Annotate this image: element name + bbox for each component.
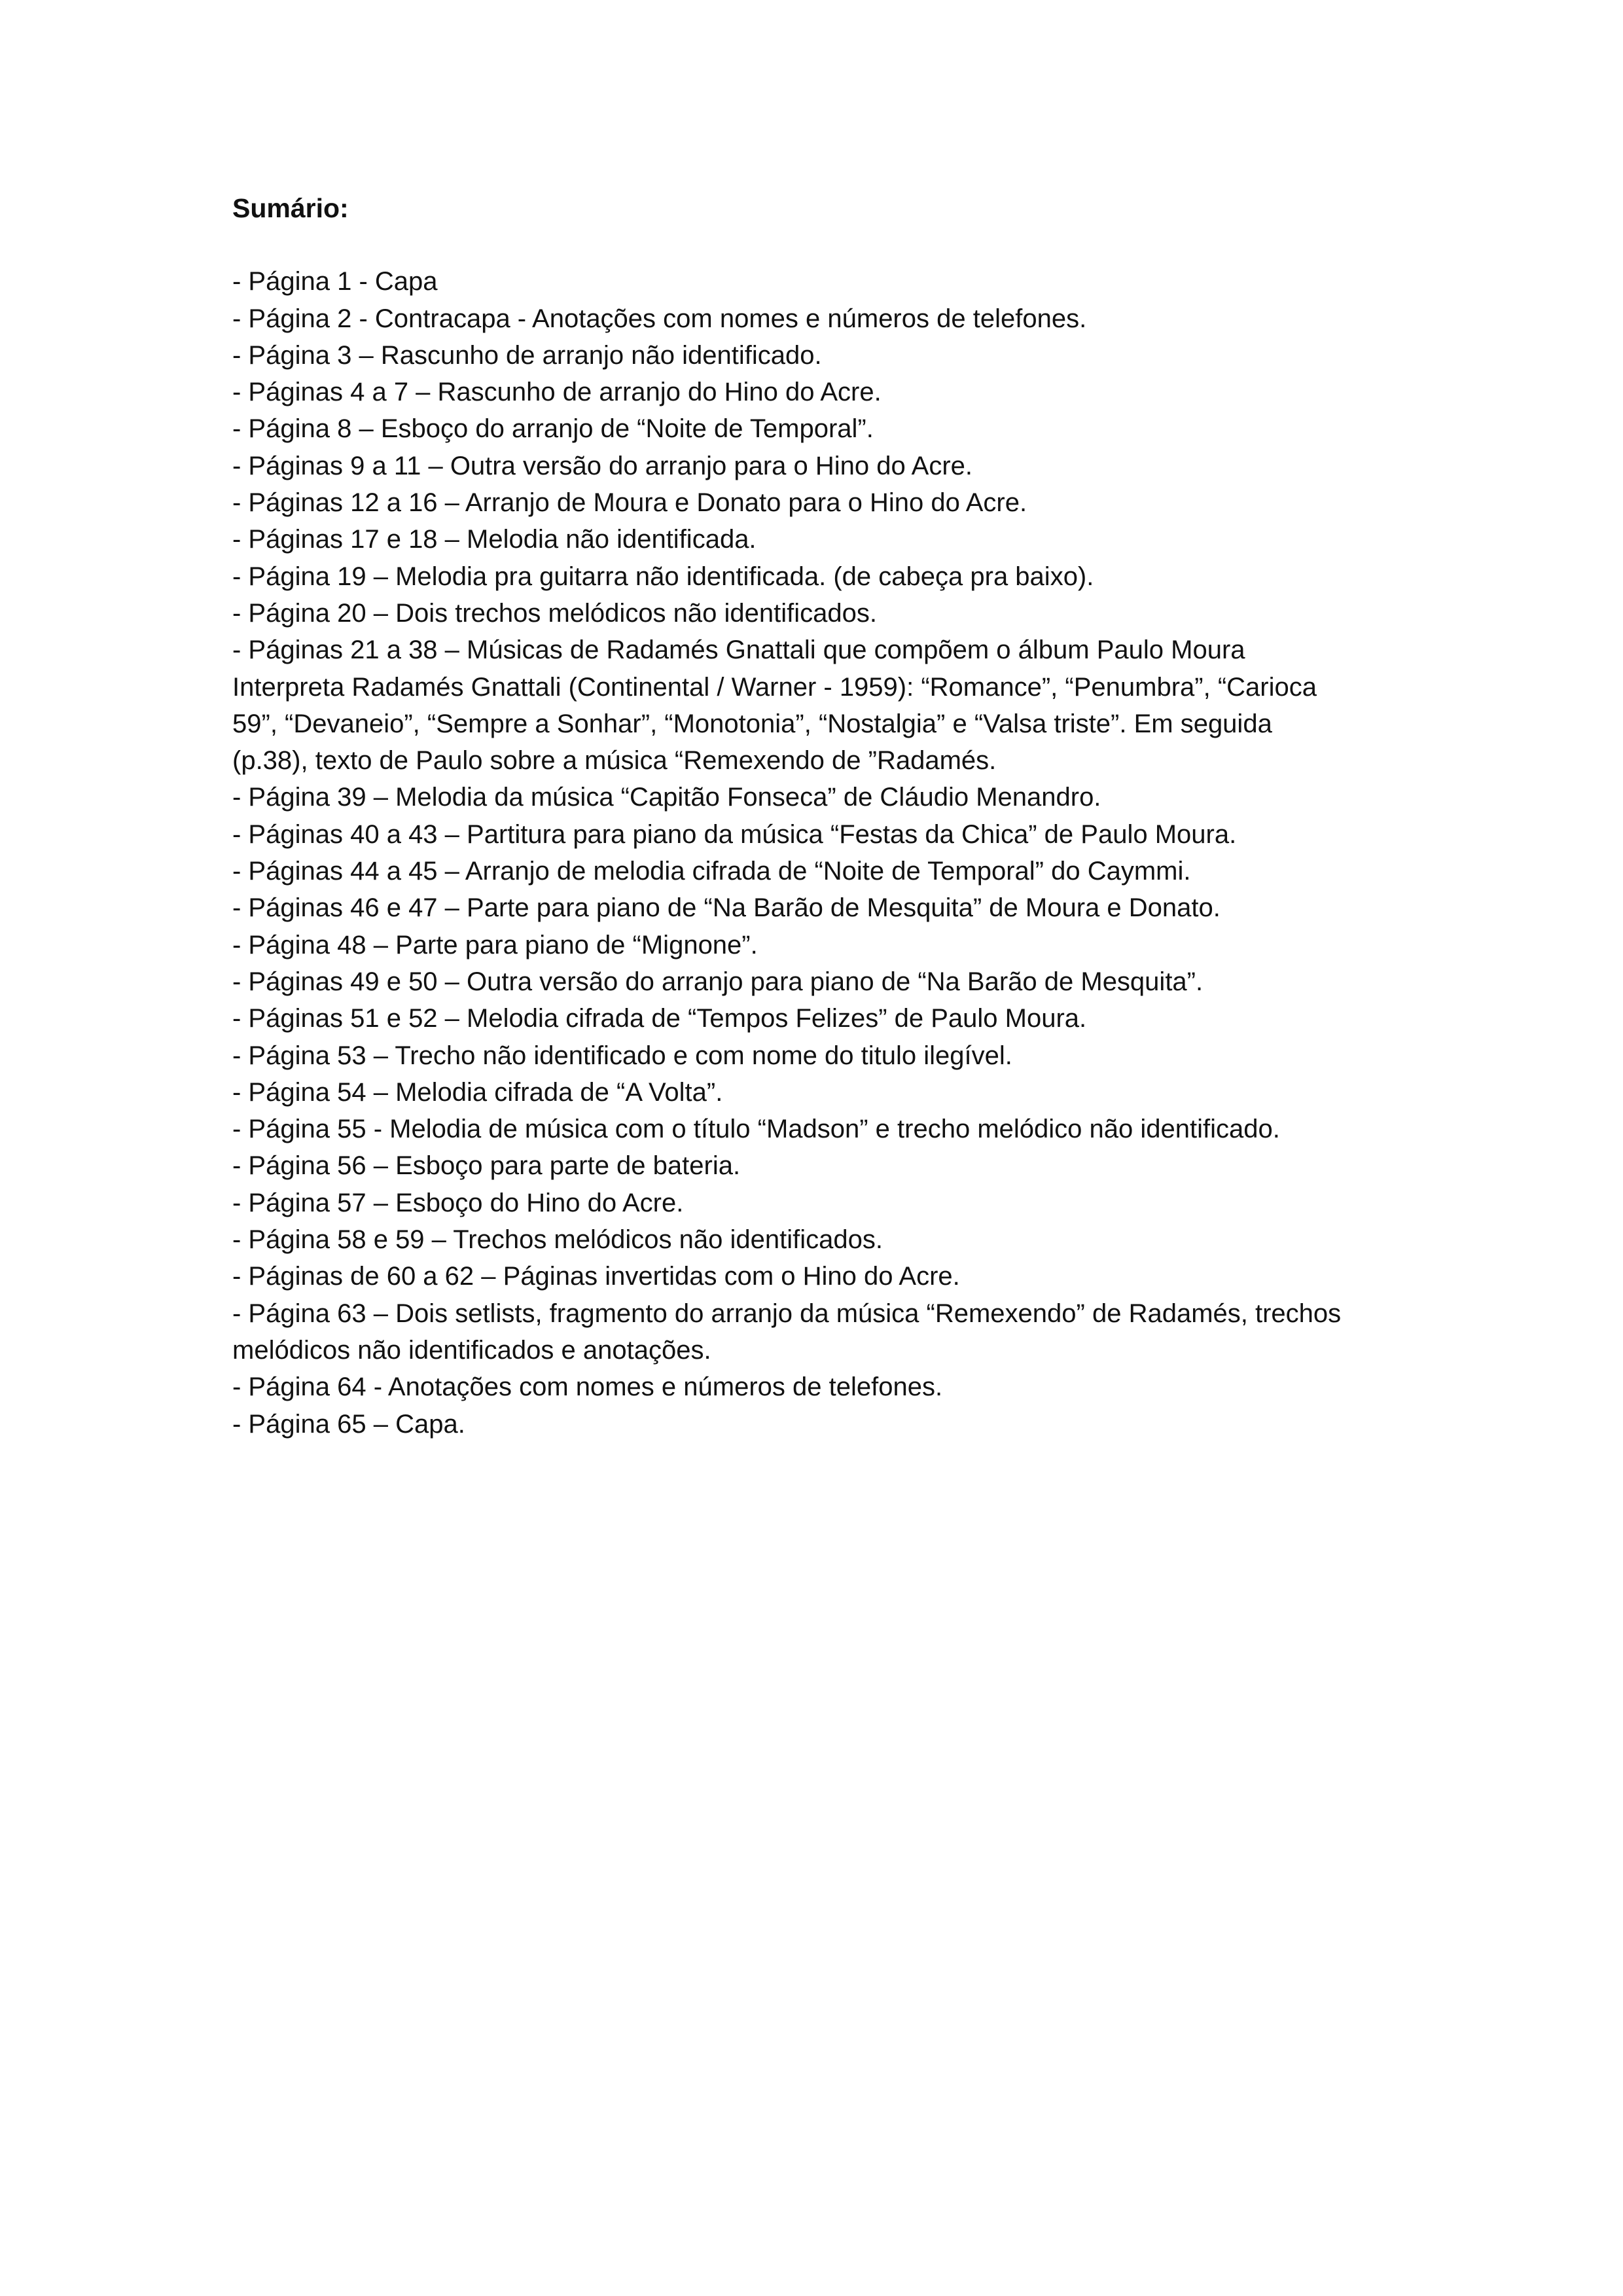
summary-line: - Páginas de 60 a 62 – Páginas invertidas com o Hino do Acre. xyxy=(232,1262,960,1291)
summary-line: - Páginas 12 a 16 – Arranjo de Moura e Donato para o Hino do Acre. xyxy=(232,488,1027,518)
summary-line: - Página 3 – Rascunho de arranjo não identificado. xyxy=(232,340,822,370)
summary-line: - Página 2 - Contracapa - Anotações com nomes e números de telefones. xyxy=(232,304,1087,333)
summary-line: - Páginas 51 e 52 – Melodia cifrada de “Tempos Felizes” de Paulo Moura. xyxy=(232,1004,1087,1033)
summary-line: - Páginas 40 a 43 – Partitura para piano da música “Festas da Chica” de Paulo Moura. xyxy=(232,819,1237,849)
summary-line: - Página 63 – Dois setlists, fragmento do arranjo da música “Remexendo” de Radamés, trechos xyxy=(232,1299,1342,1328)
summary-line: - Página 39 – Melodia da música “Capitão Fonseca” de Cláudio Menandro. xyxy=(232,783,1101,812)
summary-line: - Página 65 – Capa. xyxy=(232,1409,465,1439)
summary-list xyxy=(232,263,1410,1443)
document-title: Sumário: xyxy=(232,193,349,223)
summary-line: - Página 53 – Trecho não identificado e com nome do titulo ilegível. xyxy=(232,1041,1012,1070)
summary-line: - Páginas 49 e 50 – Outra versão do arranjo para piano de “Na Barão de Mesquita”. xyxy=(232,967,1204,996)
summary-line: Interpreta Radamés Gnattali (Continental / Warner - 1959): “Romance”, “Penumbra”, “Carioca xyxy=(232,672,1317,702)
summary-line: - Páginas 46 e 47 – Parte para piano de “Na Barão de Mesquita” de Moura e Donato. xyxy=(232,893,1221,923)
summary-line: - Página 55 - Melodia de música com o título “Madson” e trecho melódico não identificado. xyxy=(232,1115,1280,1144)
summary-line: - Página 54 – Melodia cifrada de “A Volta”. xyxy=(232,1077,723,1107)
summary-line: - Página 64 - Anotações com nomes e números de telefones. xyxy=(232,1372,943,1402)
summary-line: - Página 48 – Parte para piano de “Mignone”. xyxy=(232,930,758,960)
summary-line: - Página 8 – Esboço do arranjo de “Noite de Temporal”. xyxy=(232,414,874,444)
summary-line: - Página 57 – Esboço do Hino do Acre. xyxy=(232,1188,684,1217)
summary-line: - Página 19 – Melodia pra guitarra não identificada. (de cabeça pra baixo). xyxy=(232,562,1094,591)
summary-line: - Páginas 21 a 38 – Músicas de Radamés Gnattali que compõem o álbum Paulo Moura xyxy=(232,636,1245,665)
summary-line: - Página 56 – Esboço para parte de bateria. xyxy=(232,1151,741,1181)
summary-line: - Página 58 e 59 – Trechos melódicos não identificados. xyxy=(232,1225,883,1255)
summary-line: - Páginas 9 a 11 – Outra versão do arranjo para o Hino do Acre. xyxy=(232,451,973,480)
summary-line: 59”, “Devaneio”, “Sempre a Sonhar”, “Monotonia”, “Nostalgia” e “Valsa triste”. Em seguida xyxy=(232,709,1272,738)
summary-line: - Páginas 44 a 45 – Arranjo de melodia cifrada de “Noite de Temporal” do Caymmi. xyxy=(232,857,1191,886)
summary-line: - Páginas 17 e 18 – Melodia não identificada. xyxy=(232,525,757,554)
summary-line: melódicos não identificados e anotações. xyxy=(232,1335,711,1365)
summary-line: - Página 1 - Capa xyxy=(232,267,438,296)
document-body xyxy=(232,190,1410,1443)
summary-line: - Página 20 – Dois trechos melódicos não identificados. xyxy=(232,598,877,628)
summary-line: (p.38), texto de Paulo sobre a música “Remexendo de ”Radamés. xyxy=(232,746,997,776)
summary-line: - Páginas 4 a 7 – Rascunho de arranjo do Hino do Acre. xyxy=(232,378,882,407)
